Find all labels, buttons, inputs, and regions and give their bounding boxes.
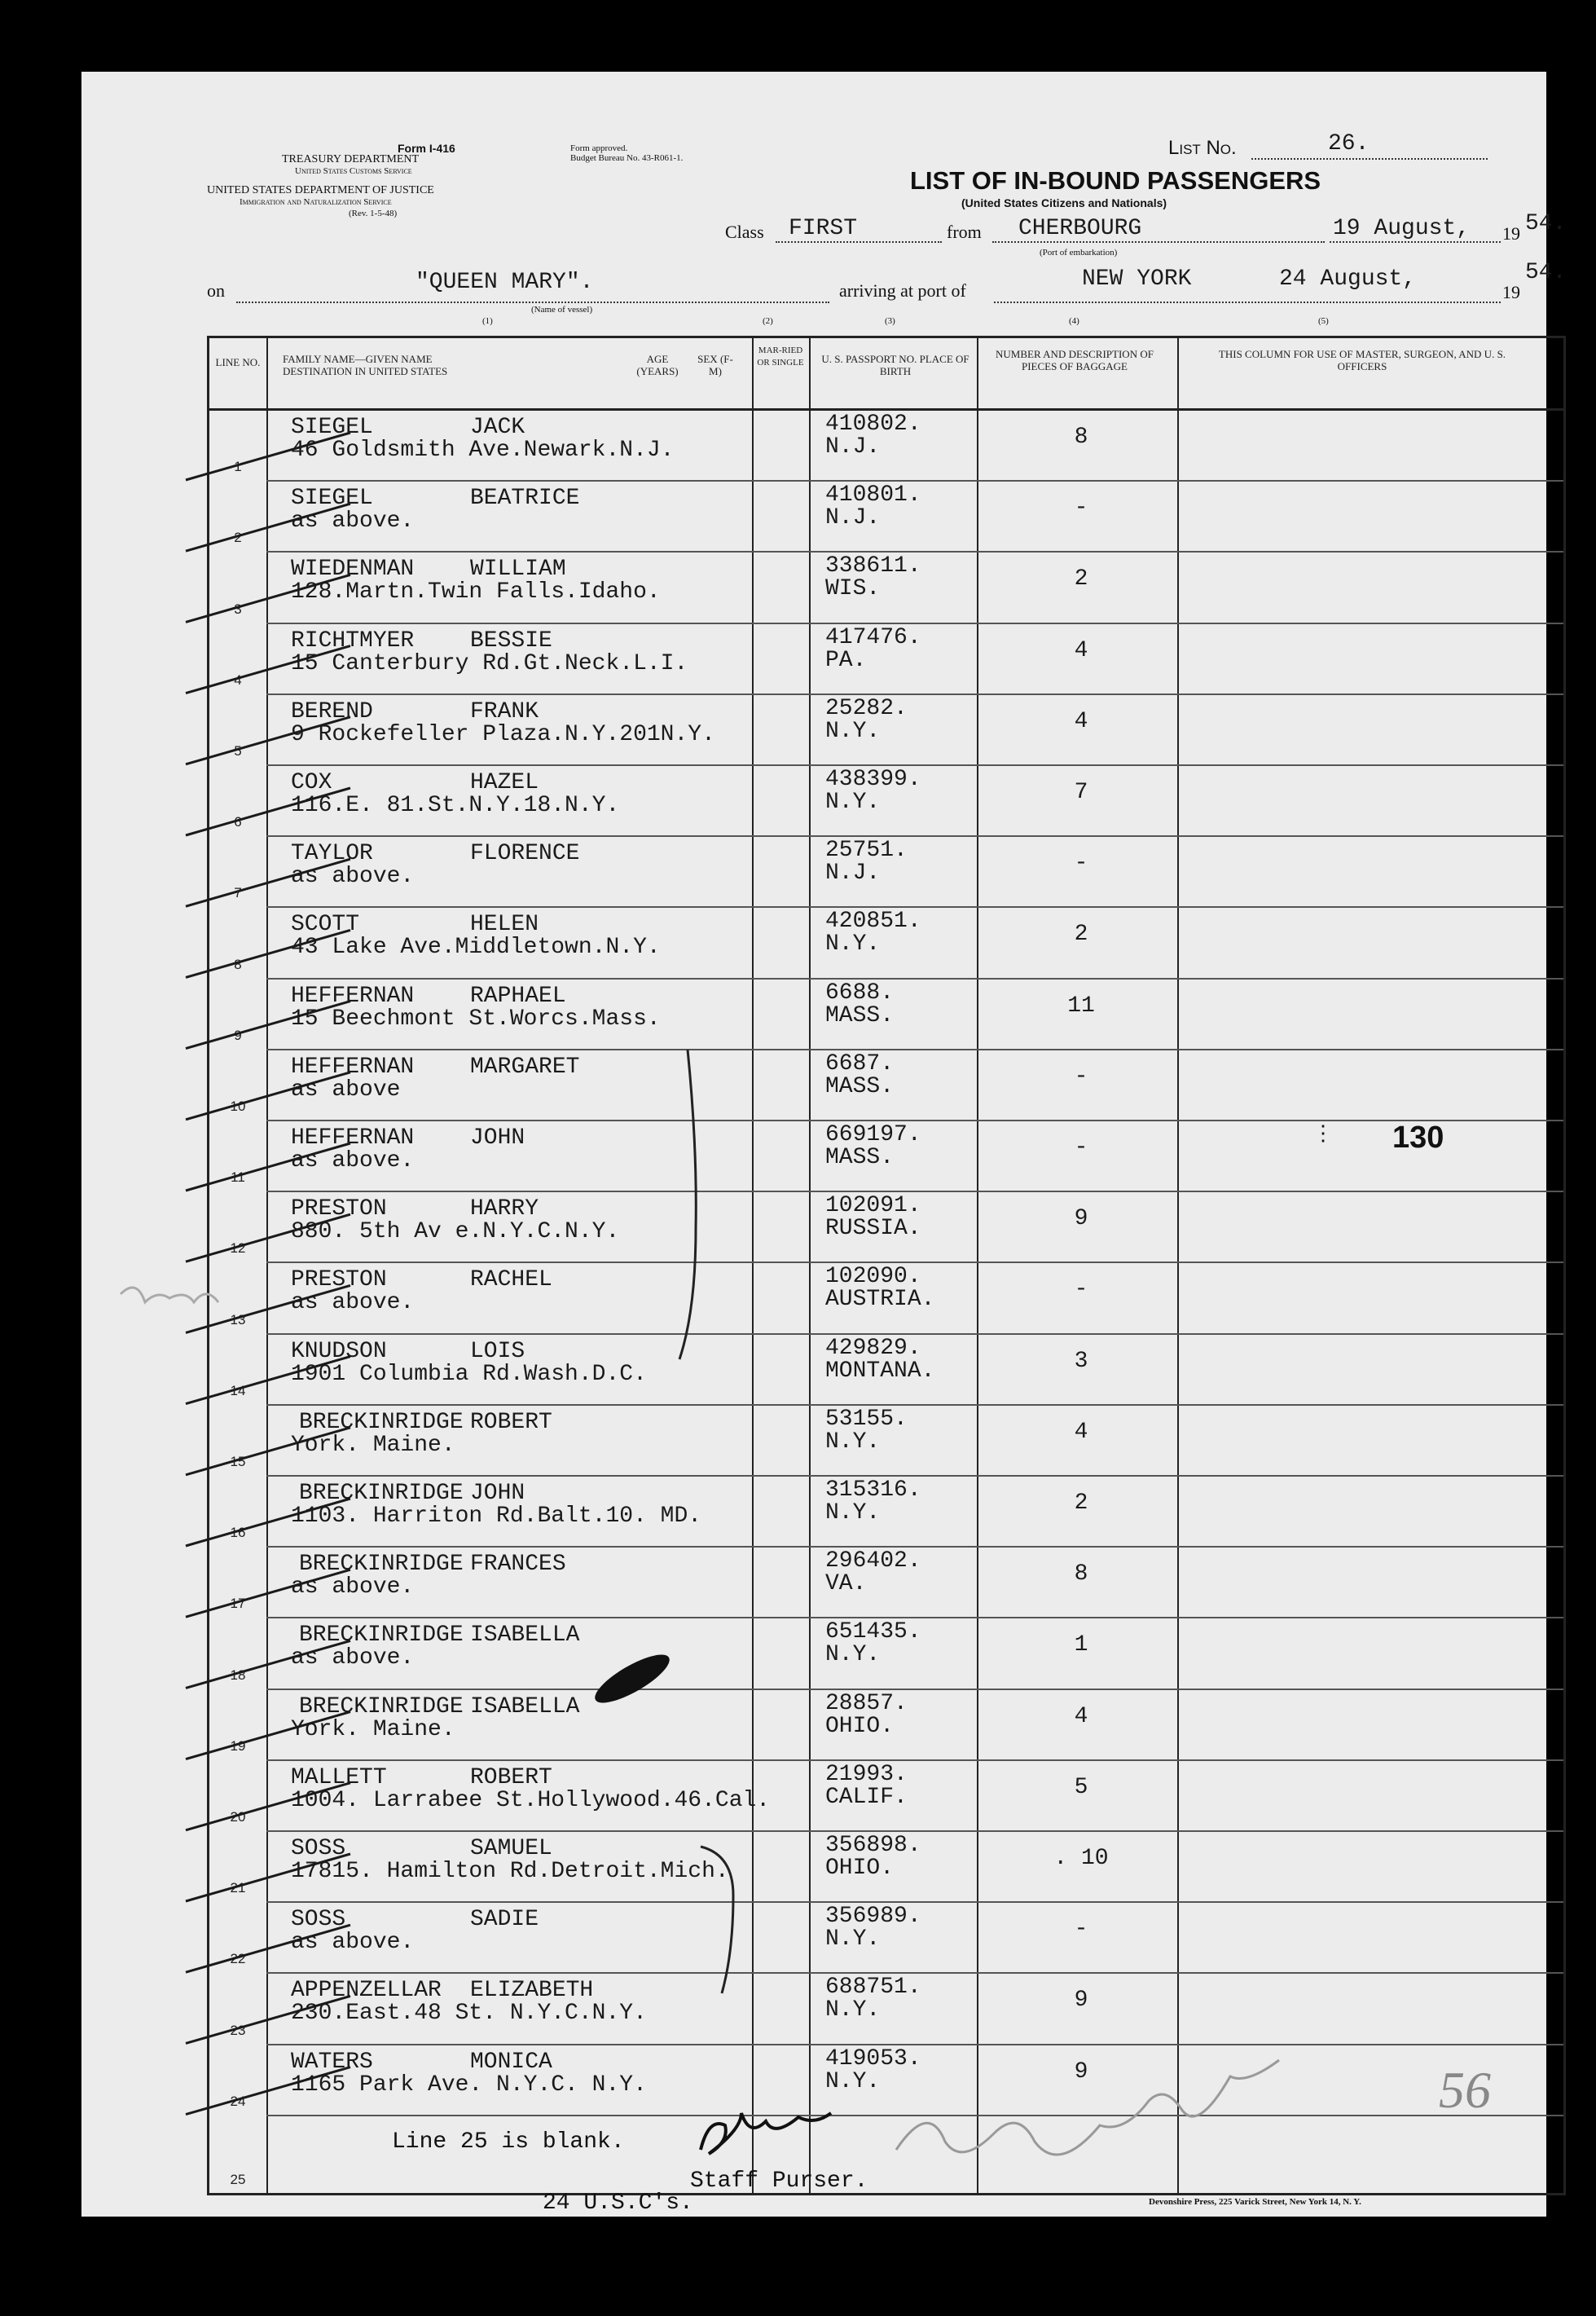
passport-number: 438399. bbox=[825, 767, 921, 792]
header-name-label: FAMILY NAME—GIVEN NAME bbox=[283, 353, 433, 365]
family-name: BRECKINRIDGE bbox=[299, 1623, 464, 1649]
port-of-embarkation: CHERBOURG bbox=[1018, 216, 1142, 241]
family-name: HEFFERNAN bbox=[291, 983, 415, 1009]
header-married: MAR-RIED OR SINGLE bbox=[757, 346, 804, 368]
line-number: 10 bbox=[230, 1098, 246, 1114]
passport-number: 688751. bbox=[825, 1975, 921, 2001]
line-number: 6 bbox=[234, 814, 242, 830]
dot-mark: ⋮ bbox=[1312, 1121, 1334, 1145]
given-name: FRANCES bbox=[470, 1552, 566, 1578]
header-passport: U. S. PASSPORT NO. PLACE OF BIRTH bbox=[821, 353, 969, 377]
destination-address: as above. bbox=[291, 1930, 415, 1956]
baggage-count: 9 bbox=[1074, 1206, 1088, 1232]
baggage-count: - bbox=[1074, 851, 1088, 877]
destination-address: 230.East.48 St. N.Y.C.N.Y. bbox=[291, 2001, 647, 2027]
list-no-dots bbox=[1251, 158, 1488, 160]
family-name: TAYLOR bbox=[291, 841, 373, 867]
line-number: 13 bbox=[230, 1311, 246, 1328]
given-name: RAPHAEL bbox=[470, 983, 566, 1009]
given-name: MONICA bbox=[470, 2049, 552, 2075]
list-no-value: 26. bbox=[1328, 131, 1370, 156]
line-number: 17 bbox=[230, 1596, 246, 1612]
passenger-table bbox=[207, 336, 1566, 2195]
place-of-birth: VA. bbox=[825, 1571, 867, 1597]
place-of-birth: N.Y. bbox=[825, 1500, 881, 1526]
family-name: BRECKINRIDGE bbox=[299, 1693, 464, 1719]
given-name: ELIZABETH bbox=[470, 1978, 594, 2004]
line-number: 3 bbox=[234, 601, 242, 617]
passport-number: 315316. bbox=[825, 1477, 921, 1503]
place-of-birth: CALIF. bbox=[825, 1784, 908, 1810]
line-number: 1 bbox=[234, 459, 242, 475]
place-of-birth: N.J. bbox=[825, 434, 881, 460]
baggage-count: 2 bbox=[1074, 922, 1088, 948]
embark-year-prefix: 19 bbox=[1502, 223, 1520, 244]
destination-address: 17815. Hamilton Rd.Detroit.Mich. bbox=[291, 1859, 729, 1884]
class-label: Class bbox=[725, 222, 764, 242]
header-destination-label: DESTINATION IN UNITED STATES bbox=[283, 365, 448, 377]
place-of-birth: N.Y. bbox=[825, 2068, 881, 2094]
column-number: (3) bbox=[885, 316, 895, 326]
passport-number: 102091. bbox=[825, 1193, 921, 1219]
given-name: SADIE bbox=[470, 1907, 539, 1933]
place-of-birth: N.Y. bbox=[825, 790, 881, 815]
header-officers: THIS COLUMN FOR USE OF MASTER, SURGEON, AND U. S. OFFICERS bbox=[1218, 348, 1506, 372]
passport-number: 419053. bbox=[825, 2045, 921, 2072]
passport-number: 356989. bbox=[825, 1904, 921, 1930]
column-number: (4) bbox=[1069, 316, 1079, 326]
immigration-service: Immigration and Naturalization Service bbox=[240, 197, 392, 207]
passport-number: 356898. bbox=[825, 1833, 921, 1858]
place-of-birth: MASS. bbox=[825, 1073, 895, 1099]
baggage-count: - bbox=[1074, 1917, 1088, 1943]
line-number: 4 bbox=[234, 671, 242, 688]
passport-number: 338611. bbox=[825, 553, 921, 579]
line-number: 11 bbox=[231, 1169, 245, 1186]
passport-number: 21993. bbox=[825, 1761, 908, 1787]
given-name: JACK bbox=[470, 415, 525, 440]
destination-address: 1103. Harriton Rd.Balt.10. MD. bbox=[291, 1504, 702, 1529]
destination-address: as above bbox=[291, 1077, 401, 1103]
place-of-birth: N.Y. bbox=[825, 931, 881, 958]
passport-number: 25282. bbox=[825, 695, 908, 721]
baggage-count: 9 bbox=[1074, 1988, 1088, 2014]
line-number: 19 bbox=[230, 1737, 246, 1754]
destination-address: as above. bbox=[291, 1148, 415, 1173]
line-number: 16 bbox=[230, 1525, 246, 1541]
header-age: AGE (YEARS) bbox=[636, 353, 679, 377]
embark-date: 19 August, bbox=[1333, 216, 1471, 241]
line-number: 9 bbox=[234, 1027, 242, 1043]
destination-address: as above. bbox=[291, 509, 415, 535]
document-page bbox=[81, 72, 1567, 2217]
line-number: 24 bbox=[230, 2093, 246, 2109]
baggage-count: . 10 bbox=[1053, 1846, 1109, 1871]
line-number: 8 bbox=[234, 956, 242, 972]
treasury-department: TREASURY DEPARTMENT bbox=[282, 153, 420, 165]
line-number: 14 bbox=[230, 1382, 246, 1398]
passport-number: 651435. bbox=[825, 1619, 921, 1645]
place-of-birth: AUSTRIA. bbox=[825, 1287, 935, 1313]
baggage-count: 8 bbox=[1074, 425, 1088, 450]
vessel-dots bbox=[236, 302, 829, 303]
department-of-justice: UNITED STATES DEPARTMENT OF JUSTICE bbox=[207, 184, 434, 196]
family-name: KNUDSON bbox=[291, 1338, 387, 1364]
destination-address: 15 Canterbury Rd.Gt.Neck.L.I. bbox=[291, 650, 688, 676]
baggage-count: 4 bbox=[1074, 1703, 1088, 1729]
arrival-date: 24 August, bbox=[1279, 266, 1417, 292]
baggage-count: 5 bbox=[1074, 1774, 1088, 1800]
family-name: PRESTON bbox=[291, 1196, 387, 1222]
given-name: HELEN bbox=[470, 912, 539, 938]
baggage-count: 4 bbox=[1074, 1419, 1088, 1445]
date-dots bbox=[1330, 241, 1501, 243]
place-of-birth: MONTANA. bbox=[825, 1358, 935, 1384]
baggage-count: 2 bbox=[1074, 566, 1088, 592]
table-row bbox=[209, 2045, 1563, 2116]
baggage-count: 9 bbox=[1074, 2058, 1088, 2085]
embark-year: 54. bbox=[1525, 211, 1567, 236]
passport-number: 6688. bbox=[825, 980, 895, 1006]
blank-line-note: Line 25 is blank. bbox=[392, 2129, 625, 2155]
family-name: COX bbox=[291, 770, 332, 795]
family-name: SOSS bbox=[291, 1836, 346, 1861]
given-name: LOIS bbox=[470, 1338, 525, 1364]
place-of-birth: OHIO. bbox=[825, 1856, 895, 1881]
destination-address: 46 Goldsmith Ave.Newark.N.J. bbox=[291, 438, 675, 463]
family-name: BEREND bbox=[291, 698, 373, 724]
on-label: on bbox=[207, 280, 225, 301]
line-number: 18 bbox=[230, 1667, 246, 1683]
family-name: HEFFERNAN bbox=[291, 1054, 415, 1080]
given-name: ROBERT bbox=[470, 1764, 552, 1790]
given-name: ROBERT bbox=[470, 1409, 552, 1435]
footer-stamp: 24 U.S.C's. bbox=[543, 2191, 693, 2216]
family-name: WIEDENMAN bbox=[291, 557, 415, 583]
place-of-birth: N.J. bbox=[825, 861, 881, 887]
baggage-count: 4 bbox=[1074, 708, 1088, 734]
passport-number: 669197. bbox=[825, 1122, 921, 1147]
passport-number: 28857. bbox=[825, 1690, 908, 1716]
arrival-dots bbox=[994, 302, 1501, 303]
given-name: BESSIE bbox=[470, 627, 552, 654]
column-number: (2) bbox=[763, 316, 773, 326]
given-name: BEATRICE bbox=[470, 486, 580, 512]
place-of-birth: MASS. bbox=[825, 1002, 895, 1028]
table-row bbox=[209, 1477, 1563, 1548]
destination-address: 43 Lake Ave.Middletown.N.Y. bbox=[291, 935, 661, 961]
destination-address: 116.E. 81.St.N.Y.18.N.Y. bbox=[291, 793, 620, 818]
family-name: BRECKINRIDGE bbox=[299, 1409, 464, 1435]
table-row bbox=[209, 1192, 1563, 1263]
given-name: JOHN bbox=[470, 1481, 525, 1506]
destination-address: 1901 Columbia Rd.Wash.D.C. bbox=[291, 1361, 647, 1387]
header-baggage: NUMBER AND DESCRIPTION OF PIECES OF BAGGAGE bbox=[996, 348, 1154, 372]
table-row bbox=[209, 766, 1563, 837]
table-row bbox=[209, 1618, 1563, 1689]
place-of-birth: N.Y. bbox=[825, 718, 881, 744]
place-of-birth: N.Y. bbox=[825, 1642, 881, 1668]
passport-number: 296402. bbox=[825, 1548, 921, 1574]
table-row bbox=[209, 482, 1563, 553]
officer-mark: 130 bbox=[1392, 1121, 1444, 1155]
destination-address: 9 Rockefeller Plaza.N.Y.201N.Y. bbox=[291, 721, 715, 747]
given-name: RACHEL bbox=[470, 1267, 552, 1293]
line-number: 22 bbox=[230, 1951, 246, 1967]
place-of-birth: N.J. bbox=[825, 505, 881, 531]
line-number: 20 bbox=[230, 1808, 246, 1825]
given-name: WILLIAM bbox=[470, 557, 566, 583]
given-name: HAZEL bbox=[470, 770, 539, 795]
passport-number: 410802. bbox=[825, 412, 921, 437]
line-number: 15 bbox=[230, 1453, 246, 1469]
table-row bbox=[209, 1335, 1563, 1406]
header-sex: SEX (F-M) bbox=[697, 353, 733, 377]
passport-number: 102090. bbox=[825, 1264, 921, 1290]
destination-address: 15 Beechmont St.Worcs.Mass. bbox=[291, 1006, 661, 1032]
given-name: FLORENCE bbox=[470, 841, 580, 867]
header-name bbox=[283, 353, 447, 377]
passport-number: 410801. bbox=[825, 482, 921, 509]
baggage-count: 3 bbox=[1074, 1348, 1088, 1374]
passport-number: 53155. bbox=[825, 1406, 908, 1432]
class-dots bbox=[776, 241, 942, 243]
destination-address: as above. bbox=[291, 1645, 415, 1671]
table-row bbox=[209, 1761, 1563, 1832]
destination-address: 1004. Larrabee St.Hollywood.46.Cal. bbox=[291, 1787, 771, 1813]
given-name: ISABELLA bbox=[470, 1623, 580, 1649]
place-of-birth: PA. bbox=[825, 647, 867, 673]
table-row bbox=[209, 837, 1563, 908]
baggage-count: - bbox=[1074, 495, 1088, 522]
form-approved: Form approved. bbox=[570, 143, 628, 153]
table-row bbox=[209, 411, 1563, 482]
press-imprint: Devonshire Press, 225 Varick Street, New York 14, N. Y. bbox=[1149, 2197, 1361, 2207]
table-row bbox=[209, 908, 1563, 979]
given-name: HARRY bbox=[470, 1196, 539, 1222]
table-row bbox=[209, 1832, 1563, 1903]
signature-title: Staff Purser. bbox=[690, 2168, 868, 2194]
line-number: 12 bbox=[230, 1240, 246, 1257]
family-name: HEFFERNAN bbox=[291, 1125, 415, 1151]
family-name: BRECKINRIDGE bbox=[299, 1552, 464, 1578]
line-number: 25 bbox=[230, 2172, 246, 2187]
given-name: JOHN bbox=[470, 1125, 525, 1151]
family-name: PRESTON bbox=[291, 1267, 387, 1293]
table-row bbox=[209, 1690, 1563, 1761]
baggage-count: 11 bbox=[1067, 993, 1095, 1019]
place-of-birth: RUSSIA. bbox=[825, 1216, 921, 1242]
destination-address: 128.Martn.Twin Falls.Idaho. bbox=[291, 579, 661, 605]
passport-number: 420851. bbox=[825, 909, 921, 935]
table-row bbox=[209, 1548, 1563, 1618]
place-of-birth: WIS. bbox=[825, 576, 881, 602]
column-number: (1) bbox=[482, 316, 493, 326]
passport-number: 25751. bbox=[825, 838, 908, 864]
given-name: MARGARET bbox=[470, 1054, 580, 1080]
baggage-count: - bbox=[1074, 1277, 1088, 1303]
family-name: WATERS bbox=[291, 2049, 373, 2075]
line-number: 23 bbox=[230, 2022, 246, 2038]
destination-address: as above. bbox=[291, 1574, 415, 1601]
place-of-birth: N.Y. bbox=[825, 1926, 881, 1953]
given-name: SAMUEL bbox=[470, 1836, 552, 1861]
baggage-count: 1 bbox=[1074, 1632, 1088, 1658]
from-label: from bbox=[947, 222, 982, 242]
baggage-count: 2 bbox=[1074, 1490, 1088, 1516]
arrival-port: NEW YORK bbox=[1082, 266, 1192, 292]
baggage-count: 4 bbox=[1074, 637, 1088, 663]
destination-address: York. Maine. bbox=[291, 1716, 455, 1742]
header-line-no: LINE NO. bbox=[215, 356, 261, 368]
row-divider bbox=[266, 2115, 1563, 2116]
table-row bbox=[209, 1263, 1563, 1334]
arrival-year: 54. bbox=[1525, 260, 1567, 285]
line-number: 2 bbox=[234, 530, 242, 546]
family-name: MALLETT bbox=[291, 1764, 387, 1790]
family-name: APPENZELLAR bbox=[291, 1978, 442, 2004]
baggage-count: 8 bbox=[1074, 1561, 1088, 1587]
family-name: SIEGEL bbox=[291, 486, 373, 512]
handwritten-count: 56 bbox=[1439, 2061, 1491, 2119]
table-row bbox=[209, 553, 1563, 623]
passport-number: 6687. bbox=[825, 1050, 895, 1077]
customs-service: United States Customs Service bbox=[295, 166, 412, 176]
table-row bbox=[209, 1406, 1563, 1477]
page-subtitle: (United States Citizens and Nationals) bbox=[961, 196, 1167, 209]
family-name: SIEGEL bbox=[291, 415, 373, 440]
table-row bbox=[209, 1903, 1563, 1974]
passport-number: 429829. bbox=[825, 1335, 921, 1361]
table-row bbox=[209, 1121, 1563, 1192]
baggage-count: - bbox=[1074, 1135, 1088, 1160]
revision-date: (Rev. 1-5-48) bbox=[349, 209, 398, 218]
place-of-birth: OHIO. bbox=[825, 1713, 895, 1739]
port-embark-caption: (Port of embarkation) bbox=[1040, 248, 1118, 258]
family-name: SCOTT bbox=[291, 912, 360, 938]
destination-address: as above. bbox=[291, 864, 415, 890]
table-row bbox=[209, 624, 1563, 695]
line-number: 21 bbox=[230, 1880, 246, 1896]
table-row bbox=[209, 1050, 1563, 1121]
vessel-name: "QUEEN MARY". bbox=[415, 270, 594, 295]
from-dots bbox=[992, 241, 1325, 243]
destination-address: 880. 5th Av e.N.Y.C.N.Y. bbox=[291, 1219, 620, 1245]
baggage-count: - bbox=[1074, 1063, 1088, 1090]
table-row bbox=[209, 695, 1563, 766]
given-name: FRANK bbox=[470, 698, 539, 724]
list-no-label: List No. bbox=[1168, 137, 1237, 159]
family-name: BRECKINRIDGE bbox=[299, 1481, 464, 1506]
form-number: Form I-416 bbox=[398, 142, 455, 155]
family-name: SOSS bbox=[291, 1907, 346, 1933]
family-name: RICHTMYER bbox=[291, 627, 415, 654]
place-of-birth: N.Y. bbox=[825, 1429, 881, 1455]
place-of-birth: MASS. bbox=[825, 1145, 895, 1170]
line-number: 7 bbox=[234, 885, 242, 901]
given-name: ISABELLA bbox=[470, 1693, 580, 1719]
line-number: 5 bbox=[234, 742, 242, 759]
place-of-birth: N.Y. bbox=[825, 1997, 881, 2023]
column-number: (5) bbox=[1318, 316, 1329, 326]
passport-number: 417476. bbox=[825, 624, 921, 650]
arrival-year-prefix: 19 bbox=[1502, 282, 1520, 302]
destination-address: as above. bbox=[291, 1290, 415, 1316]
arriving-label: arriving at port of bbox=[839, 280, 966, 301]
destination-address: 1165 Park Ave. N.Y.C. N.Y. bbox=[291, 2072, 647, 2098]
table-row bbox=[209, 1974, 1563, 2045]
destination-address: York. Maine. bbox=[291, 1432, 455, 1458]
table-row bbox=[209, 980, 1563, 1050]
vessel-caption: (Name of vessel) bbox=[531, 305, 593, 315]
baggage-count: 7 bbox=[1074, 780, 1088, 805]
budget-bureau: Budget Bureau No. 43-R061-1. bbox=[570, 153, 684, 163]
class-value: FIRST bbox=[789, 216, 858, 241]
page-title: LIST OF IN-BOUND PASSENGERS bbox=[910, 166, 1321, 195]
